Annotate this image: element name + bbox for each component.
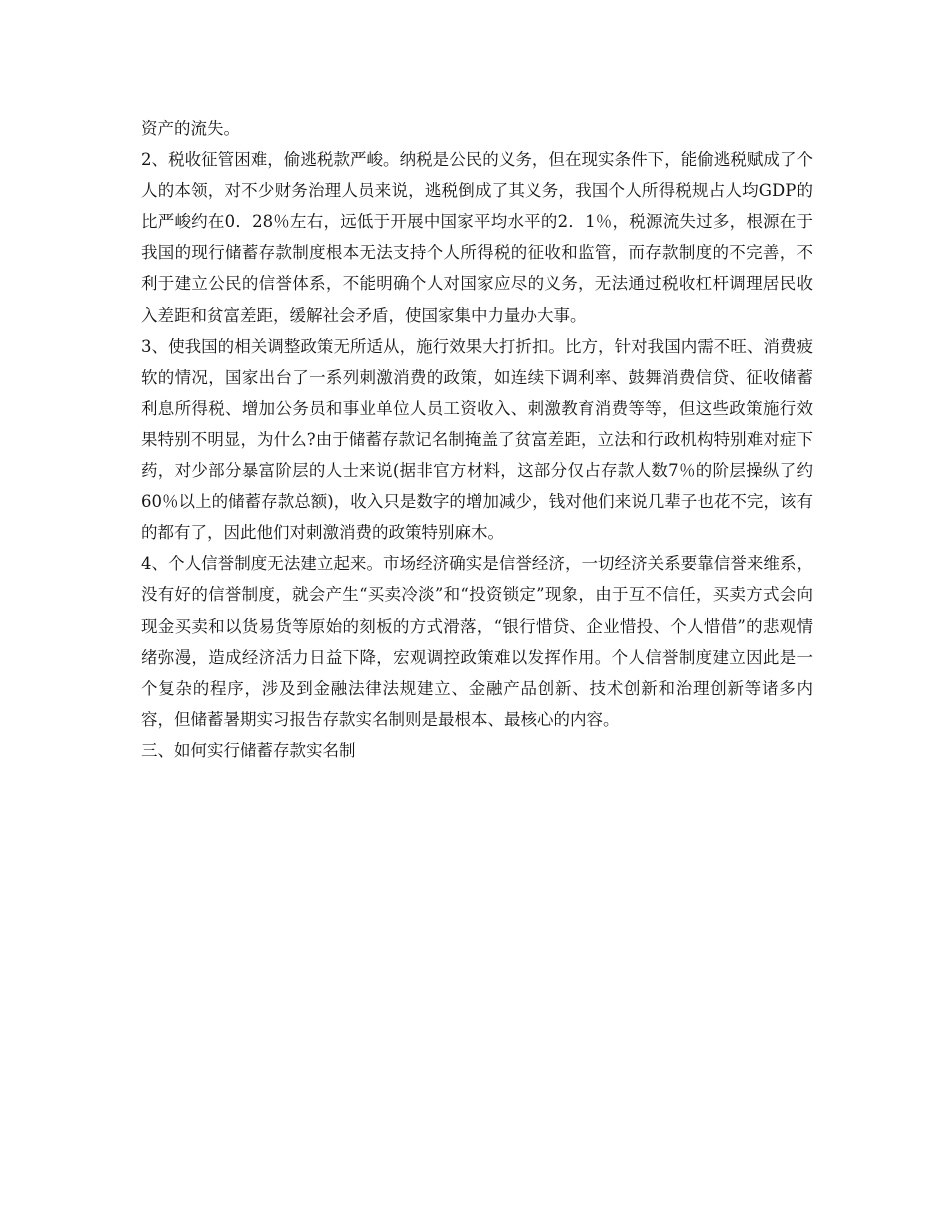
- paragraph-item-4: 4、个人信誉制度无法建立起来。市场经济确实是信誉经济，一切经济关系要靠信誉来维系，没有好的信誉制度，就会产生“买卖冷淡”和“投资锁定”现象，由于互不信任，买卖方式会向现金买卖和以货易货等原始的刻板的方式滑落，“银行惜贷、企业惜投、个人惜借”的悲观情绪弥漫，造成经济活力日益下降，宏观调控政策难以发挥作用。个人信誉制度建立因此是一个复杂的程序，涉及到金融法律法规建立、金融产品创新、技术创新和治理创新等诸多内容，但储蓄暑期实习报告存款实名制则是最根本、最核心的内容。: [141, 554, 813, 729]
- paragraph-item-2: 2、税收征管困难，偷逃税款严峻。纳税是公民的义务，但在现实条件下，能偷逃税赋成了个人的本领，对不少财务治理人员来说，逃税倒成了其义务，我国个人所得税规占人均GDP的比严峻约在0．28％左右，远低于开展中国家平均水平的2．1％，税源流失过多，根源在于我国的现行储蓄存款制度根本无法支持个人所得税的征收和监管，而存款制度的不完善，不利于建立公民的信誉体系，不能明确个人对国家应尽的义务，无法通过税收杠杆调理居民收入差距和贫富差距，缓解社会矛盾，使国家集中力量办大事。: [141, 150, 813, 325]
- section-heading-3: 三、如何实行储蓄存款实名制: [141, 740, 356, 760]
- paragraph-continuation: 资产的流失。: [141, 119, 240, 138]
- document-body: [141, 113, 813, 766]
- paragraph-item-3: 3、使我国的相关调整政策无所适从，施行效果大打折扣。比方，针对我国内需不旺、消费疲软的情况，国家出台了一系列刺激消费的政策，如连续下调利率、鼓舞消费信贷、征收储蓄利息所得税、增加公务员和事业单位人员工资收入、刺激教育消费等等，但这些政策施行效果特别不明显，为什么?由于储蓄存款记名制掩盖了贫富差距，立法和行政机构特别难对症下药，对少部分暴富阶层的人士来说(据非官方材料，这部分仅占存款人数7％的阶层操纵了约60％以上的储蓄存款总额)，收入只是数字的增加减少，钱对他们来说几辈子也花不完，该有的都有了，因此他们对刺激消费的政策特别麻木。: [141, 336, 813, 543]
